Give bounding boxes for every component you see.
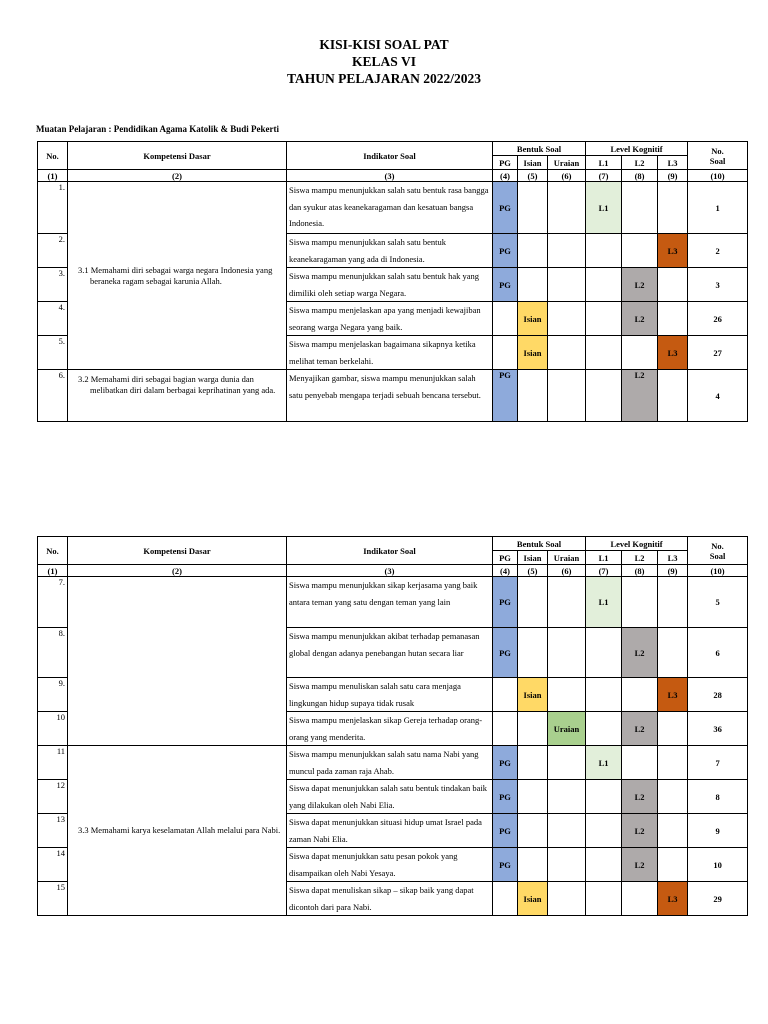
isian-marker: Isian [518, 882, 548, 916]
header-pg: PG [493, 551, 518, 565]
header-l3: L3 [658, 156, 688, 170]
colnum: (3) [287, 170, 493, 182]
kisi-table-2 [37, 536, 748, 916]
soal-number: 10 [688, 848, 748, 882]
pg-marker: PG [493, 628, 518, 678]
subject-line: Muatan Pelajaran : Pendidikan Agama Katolik & Budi Pekerti [36, 124, 280, 134]
uraian-marker: Uraian [548, 712, 586, 746]
kompetensi-dasar-cell [68, 370, 287, 422]
level-marker: L2 [622, 628, 658, 678]
colnum: (5) [518, 170, 548, 182]
pg-marker: PG [493, 780, 518, 814]
header-l2: L2 [622, 551, 658, 565]
indikator-cell: Siswa mampu menunjukkan salah satu nama Nabi yang muncul pada zaman raja Ahab. [287, 746, 493, 780]
row-number: 6. [38, 370, 68, 422]
kompetensi-dasar-text: 3.2 Memahami diri sebagai bagian warga dunia dan melibatkan diri dalam berbagai keprihatinan yang ada. [78, 374, 276, 395]
colnum: (2) [68, 170, 287, 182]
soal-number: 27 [688, 336, 748, 370]
indikator-cell: Siswa dapat menunjukkan situasi hidup umat Israel pada zaman Nabi Elia. [287, 814, 493, 848]
soal-number: 7 [688, 746, 748, 780]
level-marker: L1 [586, 577, 622, 628]
pg-marker: PG [493, 234, 518, 268]
header-no-soal-line1: No. [711, 145, 724, 156]
header-l2: L2 [622, 156, 658, 170]
soal-number: 29 [688, 882, 748, 916]
row-number: 3. [38, 268, 68, 302]
header-l1: L1 [586, 551, 622, 565]
header-no-soal-line2: Soal [709, 155, 726, 166]
colnum: (2) [68, 565, 287, 577]
soal-number: 8 [688, 780, 748, 814]
row-number: 4. [38, 302, 68, 336]
colnum: (7) [586, 565, 622, 577]
header-no-soal [688, 142, 748, 170]
colnum: (4) [493, 170, 518, 182]
colnum: (6) [548, 170, 586, 182]
soal-number: 2 [688, 234, 748, 268]
isian-marker: Isian [518, 336, 548, 370]
colnum: (1) [38, 170, 68, 182]
row-number: 12 [38, 780, 68, 814]
header-level-kognitif: Level Kognitif [586, 142, 688, 156]
pg-marker: PG [493, 182, 518, 234]
indikator-cell: Siswa mampu menuliskan salah satu cara menjaga lingkungan hidup supaya tidak rusak [287, 678, 493, 712]
indikator-cell: Siswa mampu menunjukkan sikap kerjasama yang baik antara teman yang satu dengan teman yang lain [287, 577, 493, 628]
indikator-cell: Menyajikan gambar, siswa mampu menunjukkan salah satu penyebab mengapa terjadi sebuah bencana tersebut. [287, 370, 493, 422]
level-marker: L2 [622, 370, 658, 422]
colnum: (4) [493, 565, 518, 577]
table-row [38, 746, 748, 780]
header-no-soal-line1: No. [711, 540, 724, 551]
level-marker: L2 [622, 848, 658, 882]
table-row [38, 182, 748, 234]
indikator-cell: Siswa mampu menunjukkan salah satu bentuk keanekaragaman yang ada di Indonesia. [287, 234, 493, 268]
header-bentuk-soal: Bentuk Soal [493, 142, 586, 156]
header-l1: L1 [586, 156, 622, 170]
row-number: 9. [38, 678, 68, 712]
header-indikator-soal: Indikator Soal [287, 537, 493, 565]
document-title-line1: KISI-KISI SOAL PAT [319, 37, 449, 52]
soal-number: 36 [688, 712, 748, 746]
document-title-line2: KELAS VI [352, 54, 416, 69]
header-kompetensi-dasar: Kompetensi Dasar [68, 142, 287, 170]
level-marker: L3 [658, 882, 688, 916]
kisi-table-1 [37, 141, 748, 422]
colnum: (10) [688, 170, 748, 182]
pg-marker: PG [493, 746, 518, 780]
kompetensi-dasar-cell [68, 746, 287, 916]
row-number: 13 [38, 814, 68, 848]
soal-number: 9 [688, 814, 748, 848]
row-number: 11 [38, 746, 68, 780]
soal-number: 1 [688, 182, 748, 234]
header-uraian: Uraian [548, 156, 586, 170]
soal-number: 5 [688, 577, 748, 628]
indikator-cell: Siswa mampu menjelaskan sikap Gereja terhadap orang-orang yang menderita. [287, 712, 493, 746]
indikator-cell: Siswa mampu menunjukkan salah satu bentuk rasa bangga dan syukur atas keanekaragaman dan kesatuan bangsa Indonesia. [287, 182, 493, 234]
indikator-cell: Siswa mampu menunjukkan akibat terhadap pemanasan global dengan adanya penebangan hutan secara liar [287, 628, 493, 678]
row-number: 15 [38, 882, 68, 916]
kompetensi-dasar-cell [68, 577, 287, 746]
header-indikator-soal: Indikator Soal [287, 142, 493, 170]
kompetensi-dasar-text: 3.1 Memahami diri sebagai warga negara Indonesia yang beraneka ragam sebagai karunia Allah. [78, 264, 273, 286]
pg-marker: PG [493, 814, 518, 848]
colnum: (3) [287, 565, 493, 577]
colnum: (8) [622, 170, 658, 182]
table-row [38, 370, 748, 422]
kompetensi-dasar-text: 3.3 Memahami karya keselamatan Allah melalui para Nabi. [78, 825, 281, 835]
level-marker: L3 [658, 336, 688, 370]
level-marker: L2 [622, 814, 658, 848]
indikator-cell: Siswa dapat menunjukkan salah satu bentuk tindakan baik yang dilakukan oleh Nabi Elia. [287, 780, 493, 814]
level-marker: L2 [622, 712, 658, 746]
colnum: (9) [658, 170, 688, 182]
level-marker: L3 [658, 234, 688, 268]
level-marker: L1 [586, 182, 622, 234]
level-marker: L2 [622, 268, 658, 302]
isian-marker: Isian [518, 678, 548, 712]
header-no-soal [688, 537, 748, 565]
row-number: 7. [38, 577, 68, 628]
indikator-cell: Siswa mampu menjelaskan bagaimana sikapnya ketika melihat teman berkelahi. [287, 336, 493, 370]
soal-number: 6 [688, 628, 748, 678]
header-level-kognitif: Level Kognitif [586, 537, 688, 551]
indikator-cell: Siswa dapat menuliskan sikap – sikap baik yang dapat dicontoh dari para Nabi. [287, 882, 493, 916]
soal-number: 28 [688, 678, 748, 712]
header-l3: L3 [658, 551, 688, 565]
colnum: (10) [688, 565, 748, 577]
colnum: (6) [548, 565, 586, 577]
header-isian: Isian [518, 551, 548, 565]
kompetensi-dasar-cell [68, 182, 287, 370]
header-no-soal-line2: Soal [709, 550, 726, 561]
colnum: (5) [518, 565, 548, 577]
level-marker: L3 [658, 678, 688, 712]
pg-marker: PG [493, 268, 518, 302]
indikator-cell: Siswa mampu menjelaskan apa yang menjadi kewajiban seorang warga Negara yang baik. [287, 302, 493, 336]
soal-number: 3 [688, 268, 748, 302]
row-number: 10 [38, 712, 68, 746]
colnum: (9) [658, 565, 688, 577]
colnum: (1) [38, 565, 68, 577]
header-isian: Isian [518, 156, 548, 170]
pg-marker: PG [493, 370, 518, 422]
indikator-cell: Siswa dapat menunjukkan satu pesan pokok yang disampaikan oleh Nabi Yesaya. [287, 848, 493, 882]
row-number: 2. [38, 234, 68, 268]
row-number: 14 [38, 848, 68, 882]
colnum: (8) [622, 565, 658, 577]
indikator-cell: Siswa mampu menunjukkan salah satu bentuk hak yang dimiliki oleh setiap warga Negara. [287, 268, 493, 302]
header-uraian: Uraian [548, 551, 586, 565]
soal-number: 4 [688, 370, 748, 422]
isian-marker: Isian [518, 302, 548, 336]
level-marker: L2 [622, 302, 658, 336]
header-bentuk-soal: Bentuk Soal [493, 537, 586, 551]
soal-number: 26 [688, 302, 748, 336]
header-pg: PG [493, 156, 518, 170]
header-no: No. [38, 537, 68, 565]
pg-marker: PG [493, 577, 518, 628]
table-row [38, 577, 748, 628]
pg-marker: PG [493, 848, 518, 882]
row-number: 5. [38, 336, 68, 370]
header-no: No. [38, 142, 68, 170]
header-kompetensi-dasar: Kompetensi Dasar [68, 537, 287, 565]
row-number: 8. [38, 628, 68, 678]
colnum: (7) [586, 170, 622, 182]
row-number: 1. [38, 182, 68, 234]
document-title-line3: TAHUN PELAJARAN 2022/2023 [286, 71, 481, 86]
level-marker: L2 [622, 780, 658, 814]
level-marker: L1 [586, 746, 622, 780]
